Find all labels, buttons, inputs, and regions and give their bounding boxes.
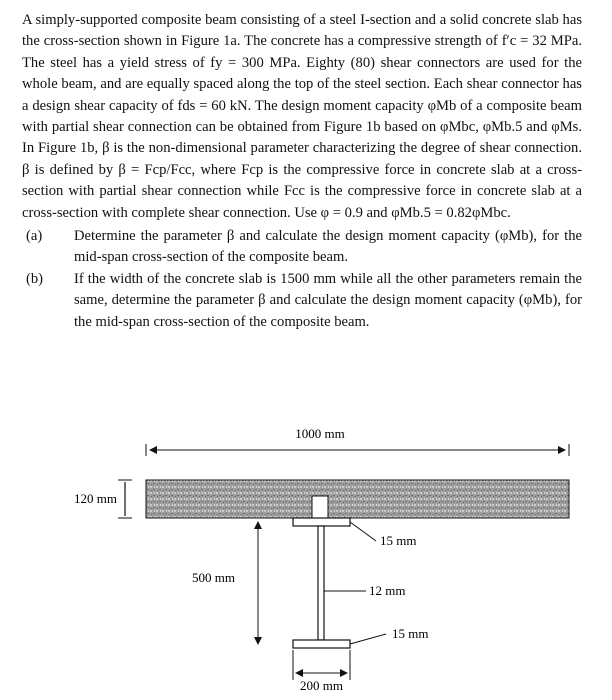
web-label: 12 mm [369,583,406,598]
flange-width-label: 200 mm [300,678,343,693]
top-flange-label: 15 mm [380,533,417,548]
beam-depth-label: 500 mm [192,570,235,585]
web [318,526,324,640]
beam-depth-dimension [192,522,258,644]
slab-width-dimension [146,426,569,456]
question-a-label: (a) [26,228,43,245]
shear-connector [312,496,328,518]
concrete-slab [146,480,569,518]
slab-width-label: 1000 mm [295,426,345,441]
question-b-text: If the width of the concrete slab is 1500 mm while all the other parameters remain the same, determine the parameter β and calculate the design moment capacity (φMb), for the mid-span cross-section of the composite beam. [74,270,582,330]
problem-paragraph: A simply-supported composite beam consisting of a steel I-section and a solid concrete slab has the cross-section shown in Figure 1a. The concrete has a compressive strength of f′c = 32 MPa. The steel has a yield stress of fy = 300 MPa. Eighty (80) shear connectors are used for the whole beam, and are equally spaced along the top of the steel section. Each shear connector has a design shear capacity of fds = 60 kN. The design moment capacity φMb of a composite beam with partial shear connection can be obtained from Figure 1b based on φMbc, φMb.5 and φMs. In Figure 1b, β is the non-dimensional parameter characterizing the degree of shear connection. β is defined by β = Fcp/Fcc, where Fcp is the compressive force in concrete slab at a cross-section with partial shear connection while Fcc is the compressive force in concrete slab at a cross-section with complete shear connection. Use φ = 0.9 and φMb.5 = 0.82φMbc. [22,12,582,221]
top-flange [293,518,350,526]
bottom-flange-label: 15 mm [392,626,429,641]
slab-thickness-label: 120 mm [74,491,117,506]
bottom-flange [293,640,350,648]
thickness-leaders [324,522,428,644]
question-b-label: (b) [26,270,44,287]
flange-width-dimension [293,650,350,693]
slab-thickness-dimension [74,480,132,518]
question-a-text: Determine the parameter β and calculate the design moment capacity (φMb), for the mid-span cross-section of the composite beam. [74,228,582,266]
steel-i-section [293,496,350,648]
